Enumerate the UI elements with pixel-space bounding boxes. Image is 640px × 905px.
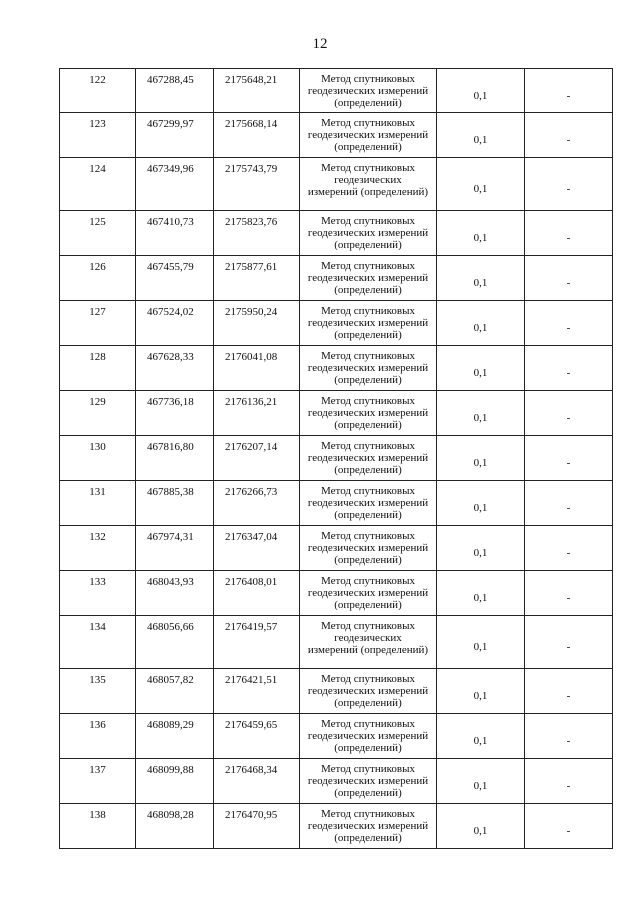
x-coordinate-cell: 467410,73 xyxy=(136,211,214,256)
x-coordinate-cell: 467455,79 xyxy=(136,256,214,301)
table-body xyxy=(60,69,613,849)
method-cell xyxy=(300,113,437,158)
method-line: (определений) xyxy=(334,832,402,844)
point-number-cell: 136 xyxy=(60,714,136,759)
method-cell xyxy=(300,436,437,481)
method-line: геодезических измерений xyxy=(307,272,429,284)
method-cell xyxy=(300,714,437,759)
method-line: (определений) xyxy=(334,141,402,153)
note-cell: - xyxy=(525,669,613,714)
method-line: измерений (определений) xyxy=(307,644,429,656)
x-coordinate-cell: 467349,96 xyxy=(136,158,214,211)
method-line: Метод спутниковых xyxy=(321,215,415,227)
note-cell: - xyxy=(525,391,613,436)
method-line: Метод спутниковых xyxy=(321,763,415,775)
x-coordinate-cell: 467816,80 xyxy=(136,436,214,481)
x-coordinate-cell: 468099,88 xyxy=(136,759,214,804)
point-number-cell: 128 xyxy=(60,346,136,391)
method-line: Метод спутниковых xyxy=(321,162,415,174)
y-coordinate-cell: 2176421,51 xyxy=(214,669,300,714)
method-line: Метод спутниковых xyxy=(321,73,415,85)
accuracy-cell: 0,1 xyxy=(437,69,525,113)
method-line: (определений) xyxy=(334,374,402,386)
x-coordinate-cell: 468089,29 xyxy=(136,714,214,759)
table-row xyxy=(60,436,613,481)
y-coordinate-cell: 2176419,57 xyxy=(214,616,300,669)
accuracy-cell: 0,1 xyxy=(437,526,525,571)
method-line: (определений) xyxy=(334,554,402,566)
x-coordinate-cell: 468043,93 xyxy=(136,571,214,616)
point-number-cell: 134 xyxy=(60,616,136,669)
point-number-cell: 124 xyxy=(60,158,136,211)
method-line: Метод спутниковых xyxy=(321,440,415,452)
x-coordinate-cell: 467288,45 xyxy=(136,69,214,113)
table-row xyxy=(60,759,613,804)
point-number-cell: 135 xyxy=(60,669,136,714)
method-line: геодезических измерений xyxy=(307,730,429,742)
y-coordinate-cell: 2176459,65 xyxy=(214,714,300,759)
y-coordinate-cell: 2176408,01 xyxy=(214,571,300,616)
y-coordinate-cell: 2176470,95 xyxy=(214,804,300,849)
method-line: геодезических xyxy=(334,174,402,186)
point-number-cell: 122 xyxy=(60,69,136,113)
note-cell: - xyxy=(525,571,613,616)
accuracy-cell: 0,1 xyxy=(437,256,525,301)
note-cell: - xyxy=(525,256,613,301)
point-number-cell: 123 xyxy=(60,113,136,158)
method-line: Метод спутниковых xyxy=(321,117,415,129)
method-line: Метод спутниковых xyxy=(321,620,415,632)
method-cell xyxy=(300,256,437,301)
method-line: Метод спутниковых xyxy=(321,808,415,820)
accuracy-cell: 0,1 xyxy=(437,571,525,616)
table-row xyxy=(60,616,613,669)
method-line: (определений) xyxy=(334,97,402,109)
x-coordinate-cell: 467524,02 xyxy=(136,301,214,346)
method-line: Метод спутниковых xyxy=(321,305,415,317)
method-line: геодезических измерений xyxy=(307,452,429,464)
y-coordinate-cell: 2175743,79 xyxy=(214,158,300,211)
coordinates-table xyxy=(59,68,613,849)
table-row xyxy=(60,256,613,301)
method-line: измерений (определений) xyxy=(307,186,429,198)
accuracy-cell: 0,1 xyxy=(437,436,525,481)
note-cell: - xyxy=(525,69,613,113)
point-number-cell: 125 xyxy=(60,211,136,256)
x-coordinate-cell: 468098,28 xyxy=(136,804,214,849)
point-number-cell: 133 xyxy=(60,571,136,616)
y-coordinate-cell: 2176136,21 xyxy=(214,391,300,436)
y-coordinate-cell: 2176041,08 xyxy=(214,346,300,391)
method-line: Метод спутниковых xyxy=(321,350,415,362)
note-cell: - xyxy=(525,804,613,849)
point-number-cell: 137 xyxy=(60,759,136,804)
method-line: геодезических измерений xyxy=(307,685,429,697)
method-line: геодезических измерений xyxy=(307,587,429,599)
table-row xyxy=(60,669,613,714)
y-coordinate-cell: 2175950,24 xyxy=(214,301,300,346)
table-row xyxy=(60,346,613,391)
y-coordinate-cell: 2176207,14 xyxy=(214,436,300,481)
method-line: Метод спутниковых xyxy=(321,485,415,497)
y-coordinate-cell: 2175668,14 xyxy=(214,113,300,158)
method-cell xyxy=(300,616,437,669)
table-row xyxy=(60,391,613,436)
accuracy-cell: 0,1 xyxy=(437,113,525,158)
method-cell xyxy=(300,571,437,616)
method-line: геодезических измерений xyxy=(307,362,429,374)
method-line: (определений) xyxy=(334,742,402,754)
method-line: геодезических измерений xyxy=(307,820,429,832)
accuracy-cell: 0,1 xyxy=(437,669,525,714)
point-number-cell: 126 xyxy=(60,256,136,301)
accuracy-cell: 0,1 xyxy=(437,759,525,804)
x-coordinate-cell: 468056,66 xyxy=(136,616,214,669)
point-number-cell: 127 xyxy=(60,301,136,346)
method-line: геодезических измерений xyxy=(307,542,429,554)
note-cell: - xyxy=(525,714,613,759)
table-row xyxy=(60,571,613,616)
note-cell: - xyxy=(525,759,613,804)
method-line: Метод спутниковых xyxy=(321,395,415,407)
method-line: (определений) xyxy=(334,239,402,251)
method-line: геодезических xyxy=(334,632,402,644)
accuracy-cell: 0,1 xyxy=(437,714,525,759)
note-cell: - xyxy=(525,158,613,211)
method-cell xyxy=(300,69,437,113)
method-line: (определений) xyxy=(334,599,402,611)
point-number-cell: 131 xyxy=(60,481,136,526)
point-number-cell: 129 xyxy=(60,391,136,436)
x-coordinate-cell: 468057,82 xyxy=(136,669,214,714)
point-number-cell: 130 xyxy=(60,436,136,481)
method-cell xyxy=(300,669,437,714)
method-line: (определений) xyxy=(334,419,402,431)
y-coordinate-cell: 2176266,73 xyxy=(214,481,300,526)
method-line: (определений) xyxy=(334,509,402,521)
table-row xyxy=(60,481,613,526)
x-coordinate-cell: 467628,33 xyxy=(136,346,214,391)
method-line: (определений) xyxy=(334,787,402,799)
table-row xyxy=(60,804,613,849)
method-line: Метод спутниковых xyxy=(321,718,415,730)
method-cell xyxy=(300,301,437,346)
method-cell xyxy=(300,759,437,804)
method-cell xyxy=(300,391,437,436)
table-row xyxy=(60,211,613,256)
note-cell: - xyxy=(525,113,613,158)
method-cell xyxy=(300,804,437,849)
page-number: 12 xyxy=(312,36,328,52)
accuracy-cell: 0,1 xyxy=(437,616,525,669)
method-line: геодезических измерений xyxy=(307,775,429,787)
method-line: геодезических измерений xyxy=(307,317,429,329)
method-cell xyxy=(300,526,437,571)
method-cell xyxy=(300,481,437,526)
note-cell: - xyxy=(525,211,613,256)
x-coordinate-cell: 467299,97 xyxy=(136,113,214,158)
y-coordinate-cell: 2175877,61 xyxy=(214,256,300,301)
method-line: геодезических измерений xyxy=(307,497,429,509)
accuracy-cell: 0,1 xyxy=(437,391,525,436)
table-row xyxy=(60,113,613,158)
method-line: геодезических измерений xyxy=(307,85,429,97)
note-cell: - xyxy=(525,301,613,346)
method-line: (определений) xyxy=(334,284,402,296)
table-row xyxy=(60,158,613,211)
note-cell: - xyxy=(525,481,613,526)
accuracy-cell: 0,1 xyxy=(437,804,525,849)
y-coordinate-cell: 2175823,76 xyxy=(214,211,300,256)
note-cell: - xyxy=(525,436,613,481)
method-line: геодезических измерений xyxy=(307,227,429,239)
note-cell: - xyxy=(525,526,613,571)
y-coordinate-cell: 2175648,21 xyxy=(214,69,300,113)
point-number-cell: 138 xyxy=(60,804,136,849)
method-line: (определений) xyxy=(334,697,402,709)
method-cell xyxy=(300,346,437,391)
table-row xyxy=(60,526,613,571)
method-line: геодезических измерений xyxy=(307,407,429,419)
method-cell xyxy=(300,211,437,256)
method-cell xyxy=(300,158,437,211)
method-line: Метод спутниковых xyxy=(321,530,415,542)
table-row xyxy=(60,301,613,346)
method-line: Метод спутниковых xyxy=(321,260,415,272)
note-cell: - xyxy=(525,346,613,391)
x-coordinate-cell: 467736,18 xyxy=(136,391,214,436)
x-coordinate-cell: 467974,31 xyxy=(136,526,214,571)
table-row xyxy=(60,69,613,113)
accuracy-cell: 0,1 xyxy=(437,346,525,391)
point-number-cell: 132 xyxy=(60,526,136,571)
table-row xyxy=(60,714,613,759)
method-line: Метод спутниковых xyxy=(321,575,415,587)
method-line: геодезических измерений xyxy=(307,129,429,141)
method-line: (определений) xyxy=(334,464,402,476)
accuracy-cell: 0,1 xyxy=(437,158,525,211)
y-coordinate-cell: 2176468,34 xyxy=(214,759,300,804)
method-line: Метод спутниковых xyxy=(321,673,415,685)
accuracy-cell: 0,1 xyxy=(437,481,525,526)
accuracy-cell: 0,1 xyxy=(437,211,525,256)
y-coordinate-cell: 2176347,04 xyxy=(214,526,300,571)
accuracy-cell: 0,1 xyxy=(437,301,525,346)
x-coordinate-cell: 467885,38 xyxy=(136,481,214,526)
note-cell: - xyxy=(525,616,613,669)
method-line: (определений) xyxy=(334,329,402,341)
